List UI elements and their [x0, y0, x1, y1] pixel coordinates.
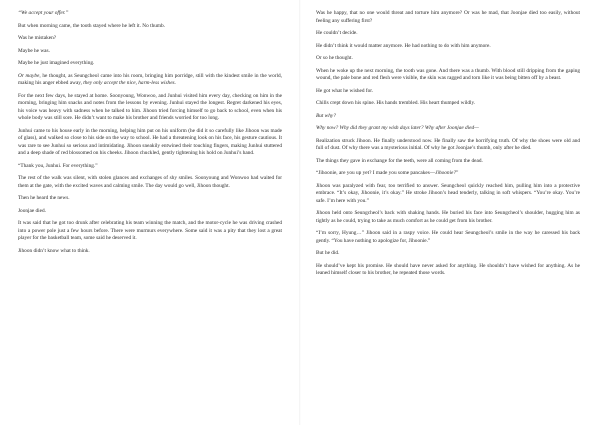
paragraph — [316, 138, 580, 153]
text-run: He couldn’t decide. — [316, 30, 358, 36]
text-run: Jihoon held onto Seungcheol’s back with shaking hands. He buried his face into Seungcheol’s shoulder, hugging him as tightly as he could, trying to take as much comfort as he could get from his brother. — [316, 210, 580, 224]
paragraph — [18, 128, 282, 158]
text-run: Was he mistaken? — [18, 35, 57, 41]
paragraph — [316, 158, 580, 166]
text-run: It was said that he got too drunk after celebrating his team winning the match, and the motor-cycle he was driving crashed into a power pole just a few hours before. There were murmurs everywhere. Some said it was a pity that they lost a great player for the basketball team, some said he deserved it. — [18, 220, 282, 241]
text-run: But when morning came, the tooth stayed where he left it. No thumb. — [18, 22, 165, 29]
paragraph — [18, 60, 282, 68]
text-run: Realization struck Jihoon. He finally understood now. He finally saw the horrifying truth. Of why the shoes were old and full of dust. Of why there was a mysterious initial. Of why he got Joonjae’s thumb, only after he died. — [316, 137, 580, 151]
paragraph — [316, 30, 580, 38]
paragraph — [18, 73, 282, 88]
paragraph — [18, 93, 282, 123]
text-run: But he did. — [316, 250, 340, 256]
paragraph — [316, 170, 580, 178]
italic-text: Why now? Why did they grant my wish days later? Why after Joonjae died— — [316, 125, 479, 131]
right-page — [316, 10, 580, 283]
text-run: Junhui came to his house early in the morning, helping him put on his uniform (he did it so carefully like Jihoon was made of glass), and walked so close to his side on the way to school. He had a threatening look on his face, his gesture cautious. It was rare to see Junhui so serious and intimidating. Jihoon sneakily entwined their touching fingers, making Junhui stuttered and a deep shade of red blossomed on his cheeks. Jihoon chuckled, gently tightening his hold on Junhui’s hand. — [18, 127, 282, 156]
text-run: When he woke up the next morning, the tooth was gone. And there was a thumb. With blood still dripping from the gaping wound, the pale bone and red flesh were visible, the skin was ragged and torn like it was being bitten off by a beast. — [316, 67, 580, 81]
paragraph — [316, 55, 580, 63]
paragraph — [316, 100, 580, 108]
text-run: Or so he thought. — [316, 55, 353, 61]
paragraph — [316, 88, 580, 96]
paragraph — [316, 183, 580, 206]
paragraph — [18, 23, 282, 31]
paragraph — [316, 125, 580, 133]
text-run: Jihoon was paralyzed with fear, too terrified to answer. Seungcheol quickly reached him, pulling him into a protective embrace. “It’s okay, Jihoonie, it’s okay.” He stroke Jihoon’s head tenderly, talking in soft whispers. “You’re okay. You’re safe. I’m here with you.” — [316, 182, 580, 204]
paragraph — [316, 210, 580, 225]
text-run: “Jihoonie, are you up yet? I made you some pancakes— — [316, 170, 436, 176]
text-run: “Thank you, Junhui. For everything.” — [18, 162, 98, 169]
text-run: Was he happy, that no one would threat and torture him anymore? Or was he mad, that Joonjae died too easily, without feeling any suffering first? — [316, 10, 580, 24]
italic-text: Or maybe — [18, 72, 40, 79]
text-run: ” — [456, 170, 459, 176]
text-run: “I’m sorry, Hyung…” Jihoon said in a raspy voice. He could hear Seungcheol’s smile in the way he caressed his back gently. “You have nothing to apologize for, Jihoonie.” — [316, 230, 580, 244]
text-run: He didn’t think it would matter anymore. He had nothing to do with him anymore. — [316, 42, 491, 49]
paragraph — [316, 43, 580, 51]
page-gutter — [299, 0, 301, 425]
text-run: Maybe he just imagined everything. — [18, 60, 95, 66]
paragraph — [18, 248, 282, 256]
paragraph — [316, 68, 580, 83]
text-run: Then he heard the news. — [18, 195, 70, 201]
paragraph — [18, 208, 282, 216]
italic-text: “We accept your offer.” — [18, 10, 69, 16]
paragraph — [316, 250, 580, 258]
text-run: He got what he wished for. — [316, 87, 374, 94]
paragraph — [316, 230, 580, 245]
text-run: For the next few days, he stayed at home. Soonyoung, Wonwoo, and Junhui visited him every day, checking on him in the morning, bringing him snacks and notes from the lessons by evening. Junhui stayed the longest. Regret darkened his eyes, his voice was heavy with sadness when he talked to him. Jihoon tried forcing himself to go back to school, even when his whole body was still sore. He didn’t want to make his brother and friends worried for too long. — [18, 92, 282, 121]
paragraph — [18, 48, 282, 56]
text-run: He should’ve kept his promise. He should have never asked for anything. He shouldn’t have wished for anything. As he leaned himself closer to his brother, he repeated those words. — [316, 262, 580, 276]
italic-text: Jihoonie? — [435, 170, 457, 176]
paragraph — [316, 10, 580, 25]
text-run: , he thought, as Seungcheol came into his room, bringing him porridge, still with the kindest smile in the world, making his anger ebbed away, — [18, 72, 282, 86]
text-run: The things they gave in exchange for the teeth, were all coming from the dead. — [316, 157, 483, 164]
paragraph — [18, 220, 282, 243]
text-run: The rest of the walk was silent, with stolen glances and exchanges of shy smiles. Soonyoung and Wonwoo had waited for them at the gate, with the excited waves and calming smile. The day would go well, Jihoon thought. — [18, 175, 282, 189]
paragraph — [18, 175, 282, 190]
paragraph — [316, 263, 580, 278]
text-run: Jihoon didn’t know what to think. — [18, 247, 90, 254]
italic-text: they only accept the nice, harm-less wishes. — [83, 80, 176, 86]
text-run: Joonjae died. — [18, 207, 46, 214]
text-run: Maybe he was. — [18, 47, 50, 54]
left-page — [18, 10, 282, 260]
paragraph — [18, 10, 282, 18]
text-run: Chills crept down his spine. His hands trembled. His heart thumped wildly. — [316, 100, 476, 106]
paragraph — [18, 163, 282, 171]
paragraph — [316, 113, 580, 121]
italic-text: But why? — [316, 112, 336, 119]
paragraph — [18, 35, 282, 43]
paragraph — [18, 195, 282, 203]
